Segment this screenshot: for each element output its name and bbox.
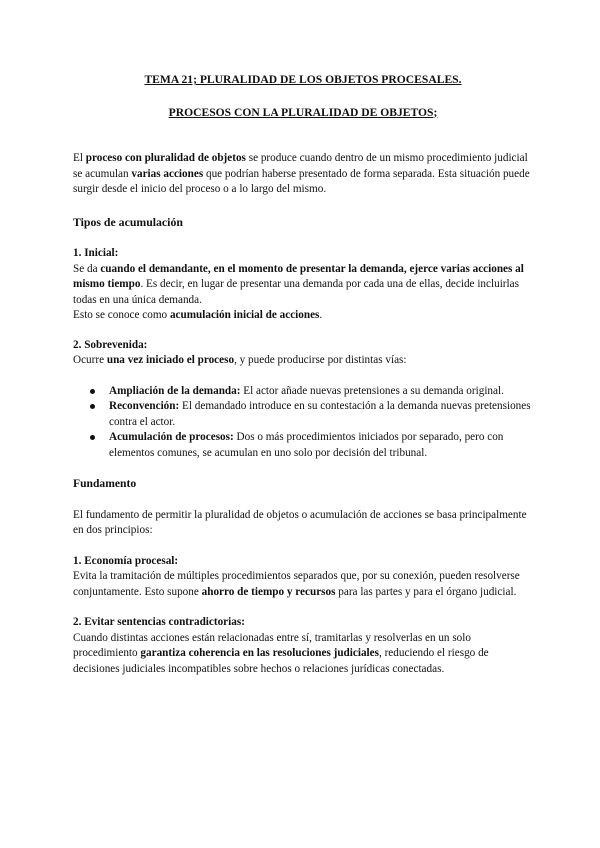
section-inicial <box>73 246 533 324</box>
bold-run: acumulación inicial de acciones <box>169 309 320 321</box>
bold-run: una vez iniciado el proceso <box>106 354 235 366</box>
text-run: Se da <box>73 262 101 275</box>
bullet-icon <box>90 435 95 440</box>
economia-paragraph <box>73 569 533 600</box>
subheading-inicial: 1. Inicial: <box>73 247 119 259</box>
text-run: Ocurre <box>73 354 107 366</box>
bullet-list <box>73 384 533 462</box>
text-run: , y puede producirse por distintas vías: <box>234 354 407 366</box>
bold-run: varias acciones <box>131 167 204 180</box>
bullet-icon <box>90 404 95 409</box>
text-run: . Es decir, en lugar de presentar una demanda por cada una de ellas, decide incluirlas todas en una única demanda. <box>73 278 519 306</box>
bold-run: Acumulación de procesos: <box>109 431 234 443</box>
list-item <box>73 430 533 461</box>
section-heading-fundamento: Fundamento <box>73 477 137 490</box>
text-run: se produce cuando dentro de un mismo procedimiento judicial se acumulan <box>73 152 528 180</box>
text-run: Cuando distintas acciones están relacionadas entre sí, tramitarlas y resolverlas en un solo procedimiento <box>73 631 471 659</box>
bold-run: proceso con pluralidad de objetos <box>85 152 246 164</box>
text-run: para las partes y para el órgano judicial. <box>335 585 517 598</box>
document-body <box>73 68 533 677</box>
text-run: El demandado introduce en su contestación a la demanda nuevas pretensiones contra el actor. <box>109 400 531 428</box>
bold-run: Ampliación de la demanda: <box>109 384 241 397</box>
intro-paragraph <box>73 151 533 198</box>
text-run: Esto se conoce como <box>73 309 170 321</box>
inicial-note <box>73 308 533 324</box>
section-sobrevenida <box>73 338 533 462</box>
bold-run: garantiza coherencia en las resoluciones judiciales <box>140 647 379 659</box>
section-economia <box>73 554 533 601</box>
text-run: Dos o más procedimientos iniciados por separado, pero con elementos comunes, se acumulan en uno solo por decisión del tribunal. <box>109 431 504 459</box>
sobrevenida-paragraph <box>73 353 533 369</box>
document-subtitle: PROCESOS CON LA PLURALIDAD DE OBJETOS; <box>168 105 438 119</box>
text-run: El <box>73 152 86 164</box>
document-title: TEMA 21; PLURALIDAD DE LOS OBJETOS PROCESALES. <box>144 73 462 86</box>
bold-run: cuando el demandante, en el momento de presentar la demanda, ejerce varias acciones al mismo tiempo <box>73 262 524 290</box>
subheading-economia: 1. Economía procesal: <box>73 554 179 567</box>
text-run: . <box>319 309 323 321</box>
text-run: , reduciendo el riesgo de decisiones judiciales incompatibles sobre hechos o relaciones jurídicas conectadas. <box>73 647 489 675</box>
subheading-sobrevenida: 2. Sobrevenida: <box>73 338 148 351</box>
list-item <box>73 384 533 400</box>
section-heading-tipos: Tipos de acumulación <box>73 214 183 229</box>
text-run: El actor añade nuevas pretensiones a su demanda original. <box>240 384 504 397</box>
text-run: que podrían haberse presentado de forma separada. Esta situación puede surgir desde el inicio del proceso o a lo largo del mismo. <box>73 167 530 195</box>
fundamento-paragraph: El fundamento de permitir la pluralidad de objetos o acumulación de acciones se basa principalmente en dos principios: <box>73 508 527 536</box>
bold-run: Reconvención: <box>109 400 180 412</box>
inicial-paragraph <box>73 262 533 309</box>
bullet-icon <box>90 389 95 394</box>
bold-run: ahorro de tiempo y recursos <box>201 585 336 598</box>
text-run: Evita la tramitación de múltiples procedimientos separados que, por su conexión, pueden resolverse conjuntamente. Esto supone <box>73 570 520 598</box>
subheading-evitar: 2. Evitar sentencias contradictorias: <box>73 616 245 628</box>
section-evitar <box>73 615 533 677</box>
list-item <box>73 399 533 430</box>
evitar-paragraph <box>73 631 533 678</box>
